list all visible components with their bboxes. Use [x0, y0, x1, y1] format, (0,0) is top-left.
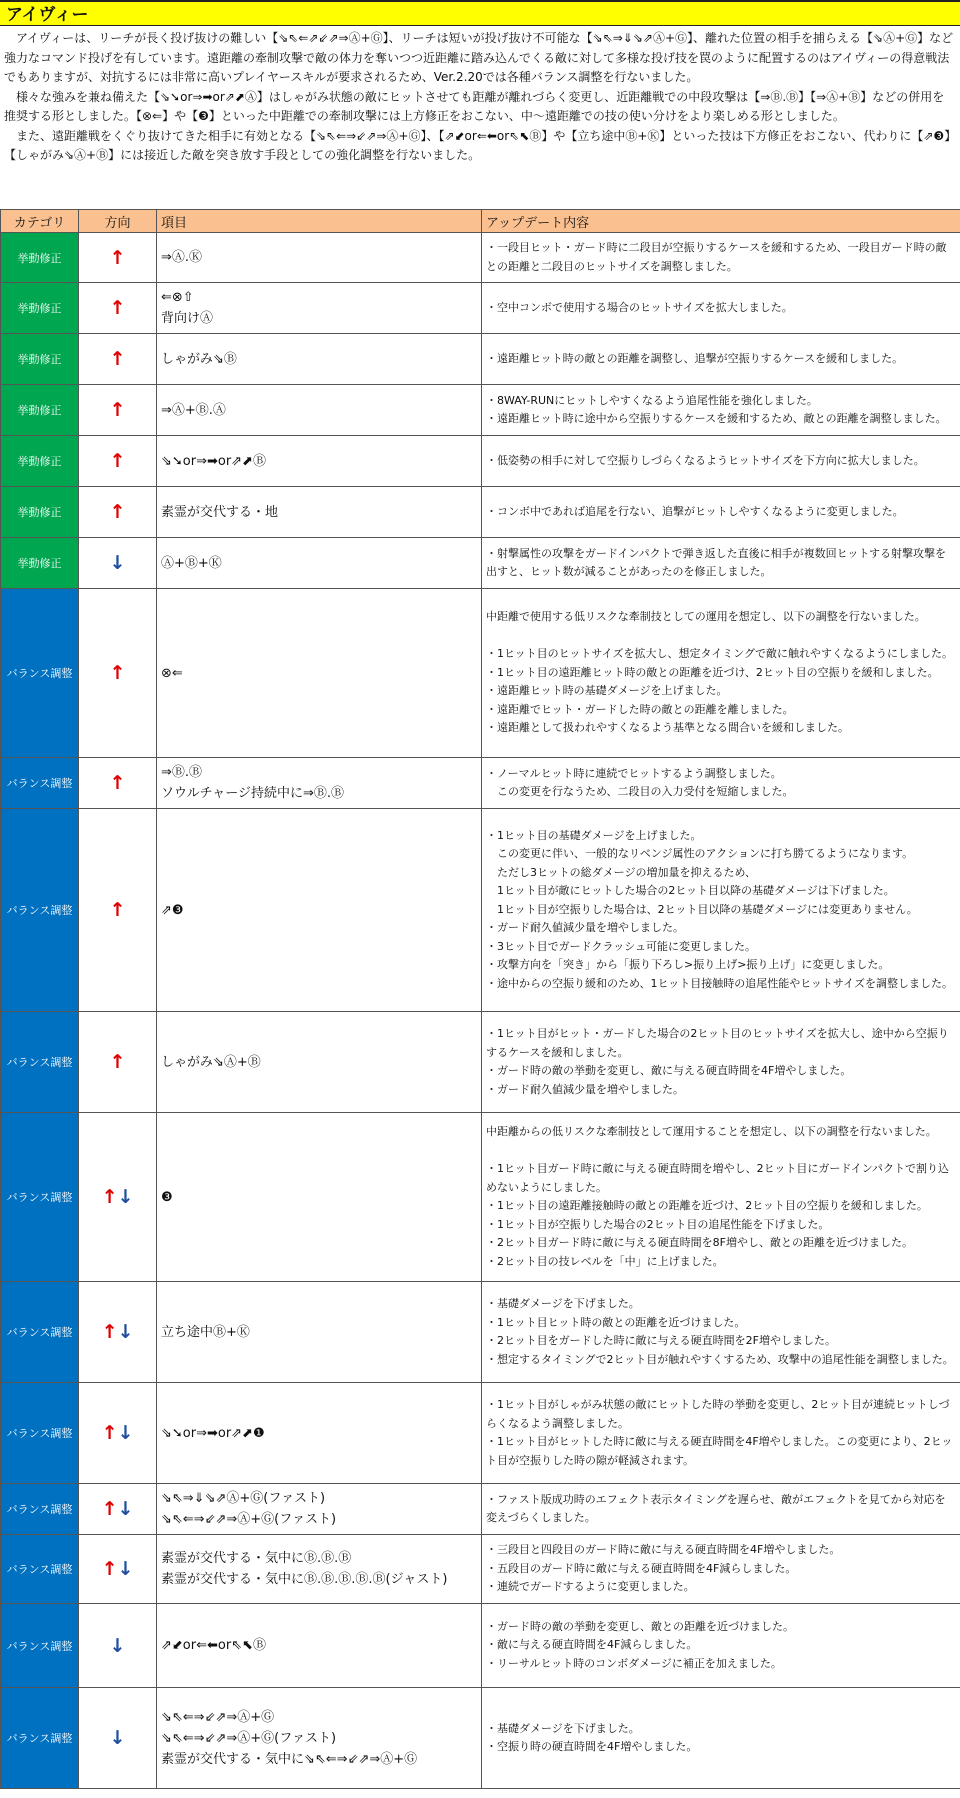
up-arrow-icon: ↑ [101, 1558, 118, 1580]
intro-paragraph-2: 様々な強みを兼ね備えた【⇘➘or⇒➡or⇗⬈Ⓐ】はしゃがみ状態の敵にヒットさせても距離が離れづらく変更し、近距離戦での中段攻撃は【⇒Ⓑ.Ⓑ】【⇒Ⓐ+Ⓑ】などの併用を推奨する形としました。【⊗⇐】や【❸】といった中距離での牽制攻撃には上方修正をおこない、中～遠距離での技の使い分けをより楽しめる形としました。 [4, 89, 945, 123]
category-cell: バランス調整 [1, 1282, 79, 1383]
item-line: ⇒Ⓑ.Ⓑ [161, 765, 203, 780]
table-row [1, 233, 960, 283]
item-cell [157, 334, 482, 385]
direction-cell [79, 436, 157, 487]
update-line: ・空中コンボで使用する場合のヒットサイズを拡大しました。 [486, 300, 793, 314]
down-arrow-icon: ↓ [117, 1558, 134, 1580]
item-cell [157, 1535, 482, 1604]
direction-arrow: ↓ [109, 552, 126, 574]
direction-arrow: ↑ [109, 246, 126, 269]
direction-cell [79, 1282, 157, 1383]
update-line: 中距離からの低リスクな牽制技として運用することを想定し、以下の調整を行ないました。 [486, 1125, 937, 1138]
header-item: 項目 [157, 210, 482, 233]
update-cell [482, 589, 960, 758]
direction-arrow [102, 1558, 134, 1580]
direction-cell [79, 1383, 157, 1484]
update-line: ・1ヒット目がしゃがみ状態の敵にヒットした時の挙動を変更し、2ヒット目が連続ヒットしづらくなるよう調整しました。 [486, 1398, 950, 1430]
item-cell [157, 283, 482, 334]
update-cell [482, 1604, 960, 1688]
update-line: ・1ヒット目のヒットサイズを拡大し、想定タイミングで敵に触れやすくなるようにしました。 [486, 647, 954, 661]
direction-cell [79, 1012, 157, 1113]
direction-cell [79, 385, 157, 436]
category-cell: 挙動修正 [1, 487, 79, 538]
item-cell [157, 758, 482, 809]
item-cell [157, 1282, 482, 1383]
direction-arrow: ↑ [109, 1051, 126, 1073]
item-line: 素霊が交代する・気中にⒷ.Ⓑ.Ⓑ [161, 1551, 352, 1566]
item-cell [157, 436, 482, 487]
update-cell [482, 538, 960, 589]
update-line: この変更に伴い、一般的なリベンジ属性のアクションに打ち勝てるようになります。 [486, 847, 914, 861]
item-cell [157, 1604, 482, 1688]
item-line: 素霊が交代する・地 [161, 504, 279, 520]
update-cell [482, 1282, 960, 1383]
update-line: ・空振り時の硬直時間を4F増やしました。 [486, 1740, 698, 1753]
update-line: ・ガード時の敵の挙動を変更し、敵との距離を近づけました。 [486, 1619, 794, 1633]
update-line: ・途中からの空振り緩和のため、1ヒット目接触時の追尾性能やヒットサイズを調整しました。 [486, 976, 954, 990]
direction-cell [79, 283, 157, 334]
category-cell: 挙動修正 [1, 436, 79, 487]
direction-cell [79, 1604, 157, 1688]
update-line: ・一段目ヒット・ガード時に二段目が空振りするケースを緩和するため、一段目ガード時の敵との距離と二段目のヒットサイズを調整しました。 [486, 241, 947, 273]
update-line: ・敵に与える硬直時間を4F減らしました。 [486, 1638, 698, 1652]
item-line: ⇘➘or⇒➡or⇗⬈Ⓑ [161, 453, 266, 469]
table-row [1, 385, 960, 436]
update-line: ・想定するタイミングで2ヒット目が触れやすくするため、攻撃中の追尾性能を調整しました。 [486, 1352, 954, 1366]
update-line: ・1ヒット目ガード時に敵に与える硬直時間を増やし、2ヒット目にガードインパクトで割り込めないようにしました。 [486, 1162, 950, 1194]
direction-arrow: ↓ [109, 1727, 126, 1749]
category-cell: バランス調整 [1, 1012, 79, 1113]
table-row [1, 1604, 960, 1688]
category-cell: バランス調整 [1, 1383, 79, 1484]
item-line: Ⓐ+Ⓑ+Ⓚ [161, 555, 222, 571]
update-cell [482, 1012, 960, 1113]
update-line: ・五段目のガード時に敵に与える硬直時間を4F減らしました。 [486, 1561, 797, 1575]
item-cell [157, 589, 482, 758]
header-update: アップデート内容 [482, 210, 960, 233]
update-line: ・1ヒット目がヒット・ガードした場合の2ヒット目のヒットサイズを拡大し、途中から空振りするケースを緩和しました。 [486, 1027, 949, 1059]
update-line: ・2ヒット目ガード時に敵に与える硬直時間を8F増やし、敵との距離を近づけました。 [486, 1236, 913, 1249]
update-line: ・基礎ダメージを下げました。 [486, 1721, 640, 1735]
update-line: 1ヒット目が空振りした場合は、2ヒット目以降の基礎ダメージには変更ありません。 [486, 902, 918, 916]
update-cell [482, 1688, 960, 1789]
category-cell: 挙動修正 [1, 538, 79, 589]
category-cell: 挙動修正 [1, 283, 79, 334]
update-line: ・ガード時の敵の挙動を変更し、敵に与える硬直時間を4F増やしました。 [486, 1064, 852, 1077]
direction-arrow: ↑ [109, 450, 126, 472]
update-line: ・遠距離として扱われやすくなるよう基準となる間合いを緩和しました。 [486, 721, 849, 735]
category-cell: 挙動修正 [1, 385, 79, 436]
intro-text [0, 26, 960, 207]
table-row [1, 1484, 960, 1535]
update-cell [482, 283, 960, 334]
item-line: ❸ [161, 1189, 173, 1205]
update-line: ・低姿勢の相手に対して空振りしづらくなるようヒットサイズを下方向に拡大しました。 [486, 453, 925, 467]
item-line: ⇗⬋or⇐⬅or⇖⬉Ⓑ [161, 1638, 266, 1653]
item-line: 立ち途中Ⓑ+Ⓚ [161, 1324, 250, 1340]
update-line: 1ヒット目が敵にヒットした場合の2ヒット目以降の基礎ダメージは下げました。 [486, 884, 895, 898]
item-line: ⇒Ⓐ.Ⓚ [161, 250, 203, 265]
update-line: ・ファスト版成功時のエフェクト表示タイミングを遅らせ、敵がエフェクトを見てから対応を変えづらくしました。 [486, 1492, 946, 1524]
item-line: 背向けⒶ [161, 311, 214, 326]
table-row [1, 758, 960, 809]
update-line: 中距離で使用する低リスクな牽制技としての運用を想定し、以下の調整を行ないました。 [486, 610, 926, 624]
update-line: ・ノーマルヒット時に連続でヒットするよう調整しました。 [486, 766, 782, 780]
item-line: ⊗⇐ [161, 665, 183, 681]
direction-cell [79, 1535, 157, 1604]
category-cell: バランス調整 [1, 809, 79, 1012]
direction-cell [79, 233, 157, 283]
table-row [1, 809, 960, 1012]
update-line: ・三段目と四段目のガード時に敵に与える硬直時間を4F増やしました。 [486, 1543, 841, 1557]
update-line: ・1ヒット目ヒット時の敵との距離を近づけました。 [486, 1315, 746, 1329]
update-line: ・1ヒット目がヒットした時に敵に与える硬直時間を4F増やしました。この変更により、2ヒット目が空振りした時の隙が軽減されます。 [486, 1435, 953, 1467]
item-cell [157, 487, 482, 538]
item-cell [157, 1688, 482, 1789]
update-line: ・ガード耐久値減少量を増やしました。 [486, 921, 684, 935]
direction-cell [79, 1688, 157, 1789]
item-line: ⇗❸ [161, 902, 184, 918]
update-cell [482, 1383, 960, 1484]
update-line: ・基礎ダメージを下げました。 [486, 1297, 640, 1310]
item-cell [157, 809, 482, 1012]
intro-paragraph-1: アイヴィーは、リーチが長く投げ抜けの難しい【⇘⇖⇐⇗⇙⇗⇒Ⓐ+Ⓖ】、リーチは短いが投げ抜け不可能な【⇘⇖⇒⇓⇘⇗Ⓐ+Ⓖ】、離れた位置の相手を捕らえる【⇘Ⓐ+Ⓖ】など強力なコマンド投げを有しています。遠距離の牽制攻撃で敵の体力を奪いつつ近距離に踏み込んでくる敵に対して多様な投げ技を罠のように配置するのはアイヴィーの得意戦法でもありますが、対抗するには非常に高いプレイヤースキルが要求されるため、Ver.2.20では各種バランス調整を行ないました。 [4, 31, 954, 84]
update-line: ・連続でガードするように変更しました。 [486, 1580, 695, 1594]
table-header-row [1, 210, 960, 233]
direction-arrow [102, 1186, 134, 1208]
update-line: ・2ヒット目の技レベルを「中」に上げました。 [486, 1254, 724, 1268]
table-row [1, 1012, 960, 1113]
direction-arrow [102, 1422, 134, 1444]
item-cell [157, 1113, 482, 1282]
direction-arrow: ↓ [109, 1634, 126, 1657]
table-row [1, 1688, 960, 1789]
update-cell [482, 436, 960, 487]
category-cell: バランス調整 [1, 1604, 79, 1688]
category-cell: バランス調整 [1, 589, 79, 758]
direction-cell [79, 809, 157, 1012]
item-line: 素霊が交代する・気中に⇘⇖⇐⇒⇙⇗⇒Ⓐ+Ⓖ [161, 1751, 418, 1767]
update-table [0, 209, 960, 1789]
update-line: ・1ヒット目が空振りした場合の2ヒット目の追尾性能を下げました。 [486, 1217, 830, 1231]
item-cell [157, 538, 482, 589]
update-line: ・リーサルヒット時のコンボダメージに補正を加えました。 [486, 1656, 782, 1670]
direction-arrow: ↑ [109, 662, 126, 684]
update-cell [482, 1535, 960, 1604]
category-cell: バランス調整 [1, 1484, 79, 1535]
direction-cell [79, 589, 157, 758]
direction-cell [79, 1113, 157, 1282]
item-cell [157, 385, 482, 436]
table-row [1, 1113, 960, 1282]
update-line [486, 1142, 956, 1161]
update-cell [482, 809, 960, 1012]
category-cell: 挙動修正 [1, 233, 79, 283]
table-row [1, 334, 960, 385]
direction-arrow: ↑ [109, 501, 126, 523]
direction-cell [79, 487, 157, 538]
up-arrow-icon: ↑ [101, 1498, 118, 1520]
item-line: ソウルチャージ持続中に⇒Ⓑ.Ⓑ [161, 786, 344, 801]
update-line: ただし3ヒットの総ダメージの増加量を抑えるため、 [486, 865, 757, 879]
down-arrow-icon: ↓ [117, 1422, 134, 1444]
table-row [1, 283, 960, 334]
table-row [1, 1535, 960, 1604]
direction-arrow: ↑ [109, 899, 126, 921]
update-line: ・1ヒット目の遠距離接触時の敵との距離を近づけ、2ヒット目の空振りを緩和しました。 [486, 1199, 928, 1212]
direction-cell [79, 538, 157, 589]
item-line: しゃがみ⇘Ⓑ [161, 351, 237, 367]
update-line [486, 627, 956, 646]
header-category: カテゴリ [1, 210, 79, 233]
down-arrow-icon: ↓ [117, 1186, 134, 1208]
direction-arrow [102, 1498, 134, 1520]
update-line: ・遠距離ヒット時に途中から空振りするケースを緩和するため、敵との距離を調整しました。 [486, 412, 947, 425]
item-cell [157, 1383, 482, 1484]
table-row [1, 1383, 960, 1484]
direction-cell [79, 1484, 157, 1535]
item-cell [157, 233, 482, 283]
update-line: ・射撃属性の攻撃をガードインパクトで弾き返した直後に相手が複数回ヒットする射撃攻撃を出すと、ヒット数が減ることがあったのを修正しました。 [486, 546, 947, 578]
update-cell [482, 385, 960, 436]
update-cell [482, 1484, 960, 1535]
update-cell [482, 334, 960, 385]
update-cell [482, 1113, 960, 1282]
item-cell [157, 1484, 482, 1535]
table-row [1, 589, 960, 758]
header-direction: 方向 [79, 210, 157, 233]
table-row [1, 538, 960, 589]
item-line: ⇘⇖⇐⇒⇙⇗⇒Ⓐ+Ⓖ(ファスト) [161, 1512, 337, 1527]
direction-cell [79, 758, 157, 809]
direction-arrow: ↑ [109, 348, 126, 370]
table-row [1, 436, 960, 487]
category-cell: バランス調整 [1, 1113, 79, 1282]
intro-paragraph-3: また、遠距離戦をくぐり抜けてきた相手に有効となる【⇘⇖⇐⇒⇙⇗⇒Ⓐ+Ⓖ】、【⇗⬋or⇐⬅or⇖⬉Ⓑ】や【立ち途中Ⓑ+Ⓚ】といった技は下方修正をおこない、代わりに【⇗❸】【しゃがみ⇘Ⓐ+Ⓑ】には接近した敵を突き放す手段としての強化調整を行ないました。 [4, 128, 951, 162]
down-arrow-icon: ↓ [117, 1498, 134, 1520]
direction-arrow [102, 1321, 134, 1343]
item-line: 素霊が交代する・気中にⒷ.Ⓑ.Ⓑ.Ⓑ.Ⓑ(ジャスト) [161, 1572, 448, 1587]
down-arrow-icon: ↓ [117, 1321, 134, 1343]
update-line: ・遠距離でヒット・ガードした時の敵との距離を離しました。 [486, 702, 794, 716]
update-line: ・遠距離ヒット時の敵との距離を調整し、追撃が空振りするケースを緩和しました。 [486, 351, 904, 365]
category-cell: 挙動修正 [1, 334, 79, 385]
update-cell [482, 233, 960, 283]
item-line: ⇘⇖⇐⇒⇙⇗⇒Ⓐ+Ⓖ [161, 1709, 275, 1725]
item-cell [157, 1012, 482, 1113]
update-line: ・遠距離ヒット時の基礎ダメージを上げました。 [486, 684, 728, 698]
update-line: ・2ヒット目をガードした時に敵に与える硬直時間を2F増やしました。 [486, 1334, 836, 1347]
direction-arrow: ↑ [109, 297, 126, 319]
update-line: ・3ヒット目でガードクラッシュ可能に変更しました。 [486, 939, 757, 953]
update-line: この変更を行なうため、二段目の入力受付を短縮しました。 [486, 785, 794, 798]
update-line: ・コンボ中であれば追尾を行ない、追撃がヒットしやすくなるように変更しました。 [486, 504, 904, 518]
item-line: しゃがみ⇘Ⓐ+Ⓑ [161, 1054, 261, 1070]
update-line: ・8WAY-RUNにヒットしやすくなるよう追尾性能を強化しました。 [486, 393, 818, 407]
update-line: ・1ヒット目の基礎ダメージを上げました。 [486, 828, 702, 842]
update-line: ・1ヒット目の遠距離ヒット時の敵との距離を近づけ、2ヒット目の空振りを緩和しました。 [486, 665, 939, 679]
category-cell: バランス調整 [1, 758, 79, 809]
update-cell [482, 487, 960, 538]
item-line: ⇒Ⓐ+Ⓑ.Ⓐ [161, 402, 226, 418]
item-line: ⇘⇖⇐⇒⇙⇗⇒Ⓐ+Ⓖ(ファスト) [161, 1730, 337, 1746]
direction-arrow: ↑ [109, 399, 126, 421]
update-cell [482, 758, 960, 809]
item-line: ⇘➘or⇒➡or⇗⬈❶ [161, 1425, 265, 1441]
update-line: ・ガード耐久値減少量を増やしました。 [486, 1082, 684, 1096]
table-row [1, 1282, 960, 1383]
direction-cell [79, 334, 157, 385]
up-arrow-icon: ↑ [101, 1422, 118, 1444]
table-row [1, 487, 960, 538]
item-line: ⇘⇖⇒⇓⇘⇗Ⓐ+Ⓖ(ファスト) [161, 1491, 326, 1506]
page-title: アイヴィー [0, 0, 960, 26]
direction-arrow: ↑ [109, 772, 126, 794]
item-line: ⇐⊗⇧ [161, 290, 194, 305]
category-cell: バランス調整 [1, 1535, 79, 1604]
up-arrow-icon: ↑ [101, 1321, 118, 1343]
update-line: ・攻撃方向を「突き」から「振り下ろし>振り上げ>振り上げ」に変更しました。 [486, 958, 890, 972]
category-cell: バランス調整 [1, 1688, 79, 1789]
up-arrow-icon: ↑ [101, 1186, 118, 1208]
